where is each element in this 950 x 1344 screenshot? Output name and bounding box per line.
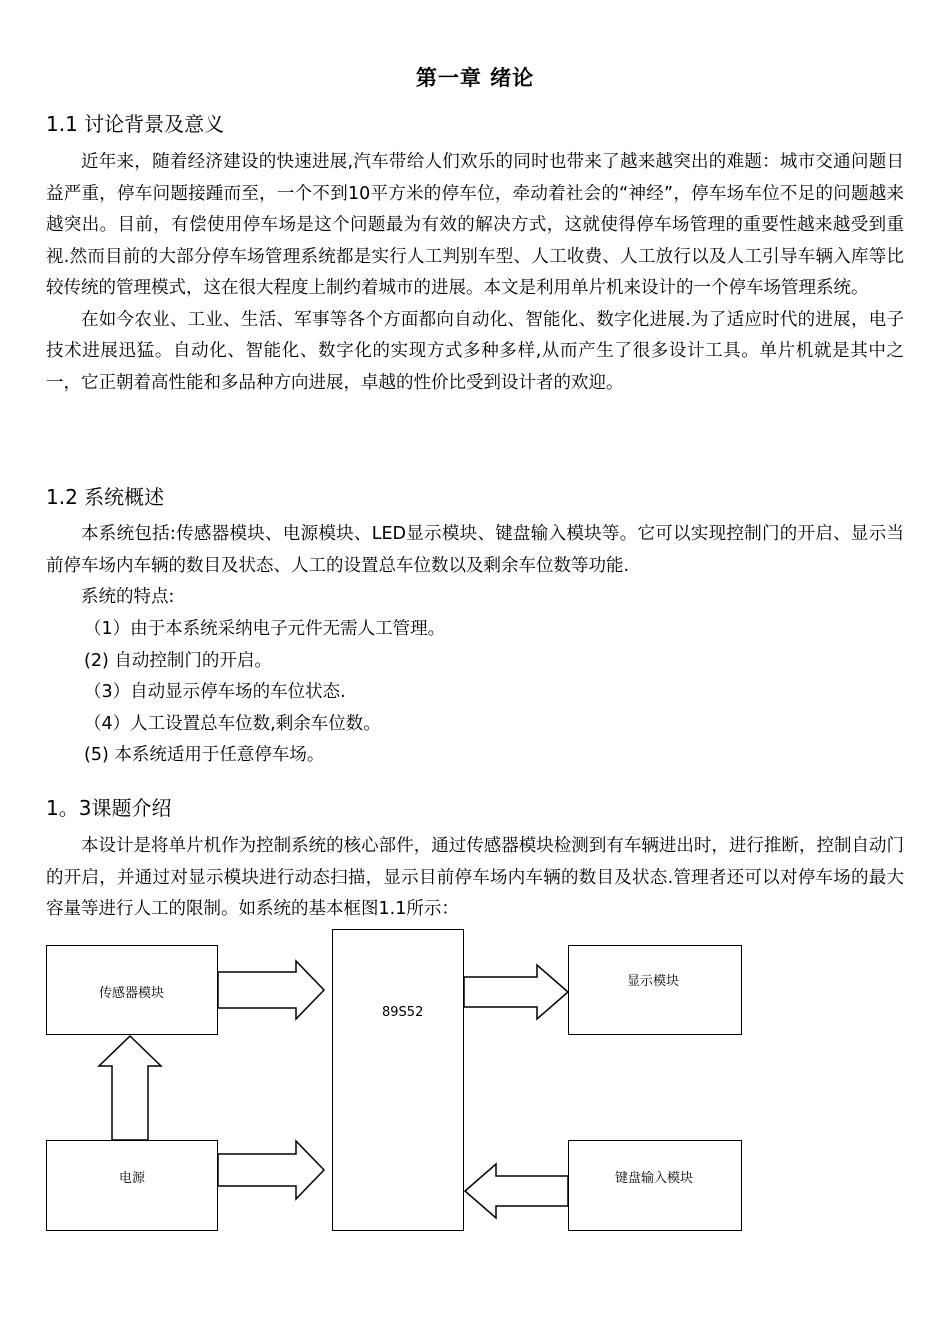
display-module-label: 显示模块 <box>627 974 680 989</box>
list-item: （3）自动显示停车场的车位状态. <box>84 682 346 702</box>
keyboard-module-label: 键盘输入模块 <box>615 1171 694 1186</box>
paragraph: 本系统包括:传感器模块、电源模块、LED显示模块、键盘输入模块等。它可以实现控制门的开启、显示当前停车场内车辆的数目及状态、人工的设置总车位数以及剩余车位数等功能. <box>46 524 904 576</box>
features-label: 系统的特点: <box>81 587 175 607</box>
sensor-module-box <box>46 945 218 1035</box>
display-module-box <box>568 945 742 1035</box>
arrow-keyboard-to-mcu <box>465 1164 568 1218</box>
arrow-mcu-to-display <box>464 965 568 1019</box>
list-item: （4）人工设置总车位数,剩余车位数。 <box>84 713 381 734</box>
section-heading-1-3: 1。3课题介绍 <box>46 796 172 820</box>
list-item: (2) 自动控制门的开启。 <box>84 650 272 671</box>
keyboard-module-box <box>568 1140 742 1231</box>
paragraph: 近年来，随着经济建设的快速进展,汽车带给人们欢乐的同时也带来了越来越突出的难题：城市交通问题日益严重，停车问题接踵而至，一个不到10平方米的停车位，牵动着社会的“神经”，停车场车位不足的问题越来越突出。目前，有偿使用停车场是这个问题最为有效的解决方式，这就使得停车场管理的重要性越来越受到重视.然而目前的大部分停车场管理系统都是实行人工判别车型、人工收费、人工放行以及人工引导车辆入库等比较传统的管理模式，这在很大程度上制约着城市的进展。本文是利用单片机来设计的一个停车场管理系统。 <box>46 152 904 298</box>
sensor-module-label: 传感器模块 <box>99 986 165 1001</box>
list-item: （1）由于本系统采纳电子元件无需人工管理。 <box>84 619 446 639</box>
chapter-title: 第一章 绪论 <box>415 66 535 90</box>
arrow-sensor-to-mcu <box>218 961 324 1019</box>
mcu-box <box>332 929 464 1231</box>
section-heading-1-2: 1.2 系统概述 <box>46 485 165 509</box>
list-item: (5) 本系统适用于任意停车场。 <box>84 745 325 765</box>
arrow-power-to-mcu <box>218 1141 324 1199</box>
section-heading-1-1: 1.1 讨论背景及意义 <box>46 112 225 136</box>
arrow-power-to-sensor <box>99 1036 161 1140</box>
power-module-box <box>46 1140 218 1231</box>
paragraph: 在如今农业、工业、生活、军事等各个方面都向自动化、智能化、数字化进展.为了适应时代的进展，电子技术进展迅猛。自动化、智能化、数字化的实现方式多种多样,从而产生了很多设计工具。单片机就是其中之一，它正朝着高性能和多品种方向进展，卓越的性价比受到设计者的欢迎。 <box>46 309 904 393</box>
power-module-label: 电源 <box>119 1171 146 1186</box>
paragraph: 本设计是将单片机作为控制系统的核心部件，通过传感器模块检测到有车辆进出时，进行推断，控制自动门的开启，并通过对显示模块进行动态扫描，显示目前停车场内车辆的数目及状态.管理者还可以对停车场的最大容量等进行人工的限制。如系统的基本框图1.1所示： <box>46 836 904 919</box>
mcu-label: 89S52 <box>382 1005 424 1020</box>
